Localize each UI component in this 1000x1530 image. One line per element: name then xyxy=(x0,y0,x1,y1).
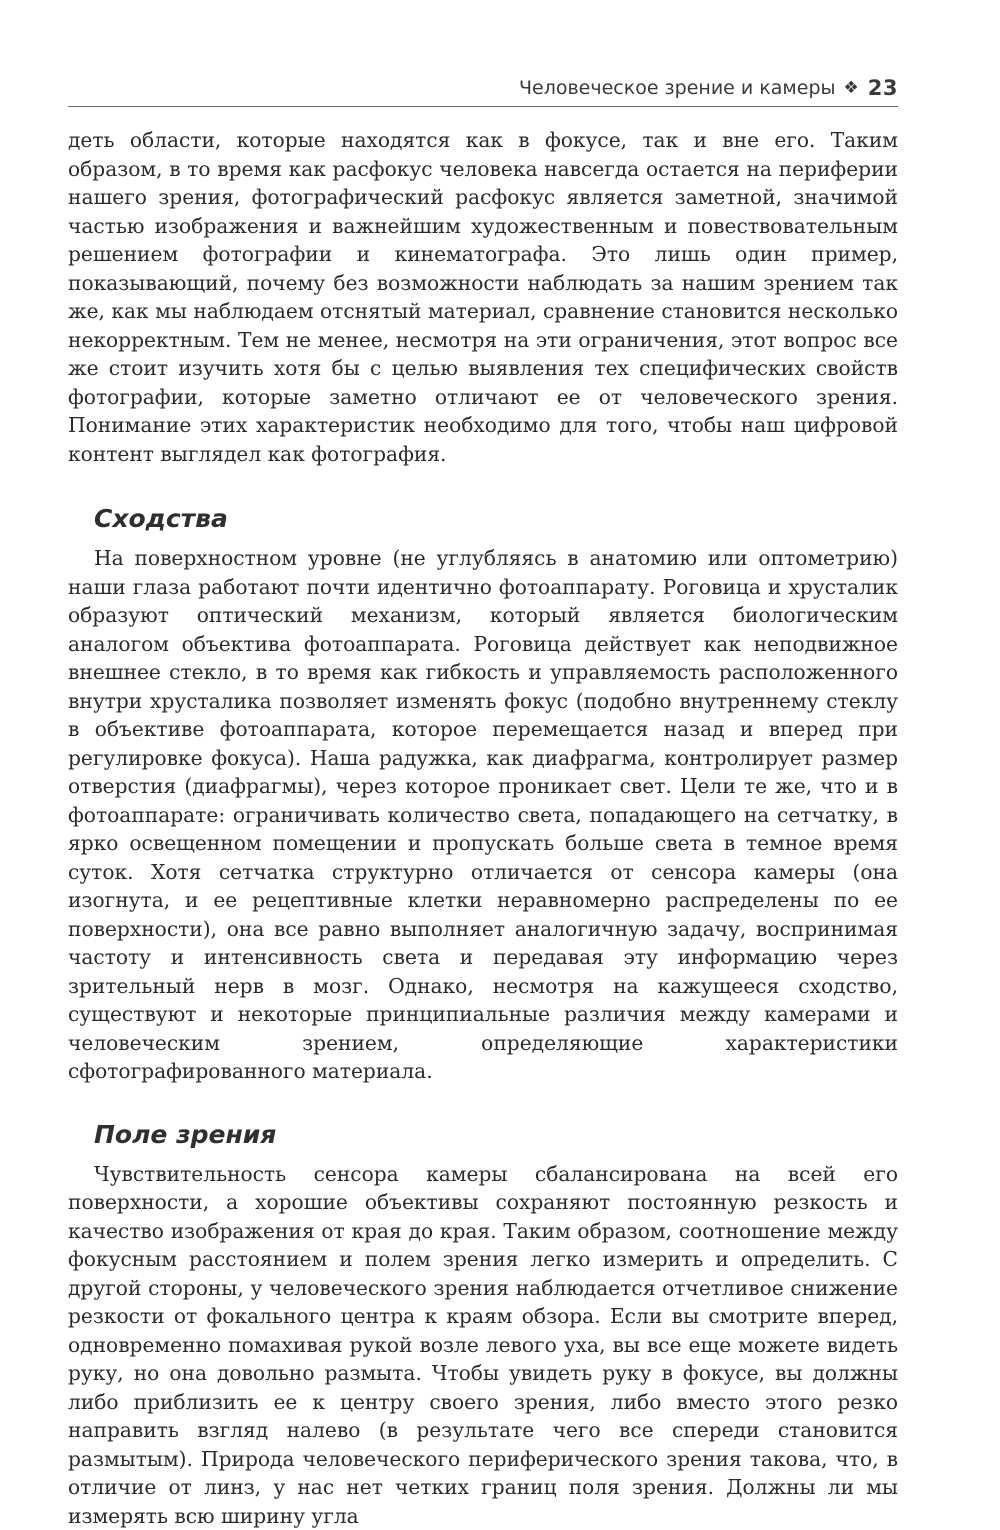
chapter-title: Человеческое зрение и камеры xyxy=(519,77,836,99)
field-of-view-paragraph: Чувствительность сенсора камеры сбалансирована на всей его поверхности, а хорошие объективы сохраняют постоянную резкость и качество изображения от края до края. Таким образом, соотношение между фокусным расстоянием и полем зрения легко измерить и определить. С другой стороны, у человеческого зрения наблюдается отчетливое снижение резкости от фокального центра к краям обзора. Если вы смотрите вперед, одновременно помахивая рукой возле левого уха, вы все еще можете видеть руку, но она довольно размыта. Чтобы увидеть руку в фокусе, вы должны либо приблизить ее к центру своего зрения, либо вместо этого резко направить взгляд налево (в результате чего все спереди становится размытым). Природа человеческого периферического зрения такова, что, в отличие от линз, у нас нет четких границ поля зрения. Должны ли мы измерять всю ширину угла xyxy=(68,1160,898,1530)
page-number: 23 xyxy=(868,76,898,100)
similarities-paragraph: На поверхностном уровне (не углубляясь в анатомию или оптометрию) наши глаза работают почти идентично фотоаппарату. Роговица и хрусталик образуют оптический механизм, который является биологическим аналогом объектива фотоаппарата. Роговица действует как неподвижное внешнее стекло, в то время как гибкость и управляемость расположенного внутри хрусталика позволяет изменять фокус (подобно внутреннему стеклу в объективе фотоаппарата, которое перемещается назад и вперед при регулировке фокуса). Наша радужка, как диафрагма, контролирует размер отверстия (диафрагмы), через которое проникает свет. Цели те же, что и в фотоаппарате: ограничивать количество света, попадающего на сетчатку, в ярко освещенном помещении и пропускать больше света в темное время суток. Хотя сетчатка структурно отличается от сенсора камеры (она изогнута, и ее рецептивные клетки неравномерно распределены по ее поверхности), она все равно выполняет аналогичную задачу, воспринимая частоту и интенсивность света и передавая эту информацию через зрительный нерв в мозг. Однако, несмотря на кажущееся сходство, существуют и некоторые принципиальные различия между камерами и человеческим зрением, определяющие характеристики сфотографированного материала. xyxy=(68,544,898,1086)
running-header xyxy=(68,70,898,107)
ornament-icon: ❖ xyxy=(844,78,859,98)
intro-paragraph: деть области, которые находятся как в фокусе, так и вне его. Таким образом, в то время как расфокус человека навсегда остается на периферии нашего зрения, фотографический расфокус является заметной, значимой частью изображения и важнейшим художественным и повествовательным решением фотографии и кинематографа. Это лишь один пример, показывающий, почему без возможности наблюдать за нашим зрением так же, как мы наблюдаем отснятый материал, сравнение становится несколько некорректным. Тем не менее, несмотря на эти ограничения, этот вопрос все же стоит изучить хотя бы с целью выявления тех специфических свойств фотографии, которые заметно отличают ее от человеческого зрения. Понимание этих характеристик необходимо для того, чтобы наш цифровой контент выглядел как фотография. xyxy=(68,126,898,468)
section-title-similarities: Сходства xyxy=(68,502,898,536)
page-body xyxy=(68,126,898,1530)
section-title-field-of-view: Поле зрения xyxy=(68,1118,898,1152)
